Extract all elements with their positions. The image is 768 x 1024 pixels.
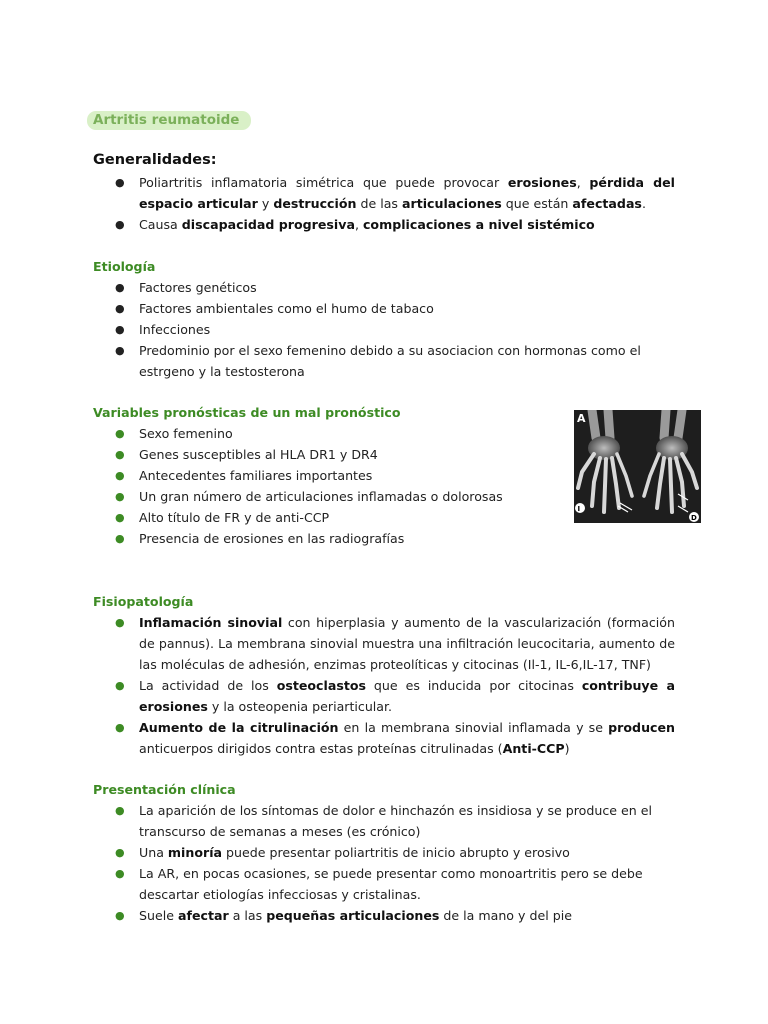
list-item [93, 507, 563, 528]
list-item [93, 340, 675, 382]
text-run: Predominio por el sexo femenino debido a su asociacion con hormonas como el estrgeno y la testosterona [139, 343, 641, 379]
text-run: Alto título de FR y de anti-CCP [139, 510, 330, 525]
bold-text: discapacidad progresiva [181, 217, 355, 232]
text-run: con hiperplasia y aumento de la vascularización (formación de pannus). La membrana sinovial muestra una infiltración leucocitaria, aumento de las moléculas de adhesión, enzimas proteolíticas y citocinas (Il-1, IL-6,IL-17, TNF) [139, 615, 675, 672]
section-presentacion [93, 779, 675, 926]
bold-text: erosiones [507, 175, 577, 190]
text-run: Presencia de erosiones en las radiografías [139, 531, 405, 546]
list-item [93, 528, 563, 549]
text-run: en la membrana sinovial inflamada y se [338, 720, 609, 735]
list-item [93, 486, 563, 507]
list-item [93, 444, 563, 465]
bullet-icon: ● [115, 281, 125, 294]
text-run: que es inducida por citocinas [366, 678, 582, 693]
text-run: Poliartritis inflamatoria simétrica que puede provocar [139, 175, 508, 190]
xray-right-label: D [691, 514, 697, 522]
bullet-icon: ● [115, 511, 125, 524]
list-item [93, 298, 675, 319]
list-variables [93, 423, 563, 549]
heading-fisiopatologia: Fisiopatología [93, 594, 194, 609]
heading-variables: Variables pronósticas de un mal pronóstico [93, 405, 401, 420]
text-run: Un gran número de articulaciones inflamadas o dolorosas [139, 489, 503, 504]
list-item [93, 612, 675, 675]
bold-text: afectar [177, 908, 229, 923]
list-item [93, 465, 563, 486]
text-run: . [641, 196, 646, 211]
list-item [93, 214, 675, 235]
text-run: , [354, 217, 363, 232]
text-run: Factores ambientales como el humo de tabaco [139, 301, 434, 316]
bold-text: minoría [167, 845, 223, 860]
document-title: Artritis reumatoide [87, 111, 251, 130]
section-etiologia [93, 256, 675, 382]
text-run: La actividad de los [139, 678, 277, 693]
bullet-icon: ● [115, 344, 125, 357]
text-run: de la mano y del pie [439, 908, 572, 923]
xray-left-label: I [577, 505, 581, 513]
bullet-icon: ● [115, 532, 125, 545]
text-run: de las [356, 196, 402, 211]
bullet-icon: ● [115, 176, 125, 189]
bold-text: articulaciones [402, 196, 502, 211]
bullet-icon: ● [115, 846, 125, 859]
heading-etiologia: Etiología [93, 259, 156, 274]
bold-text: Inflamación sinovial [139, 615, 283, 630]
bullet-icon: ● [115, 490, 125, 503]
bold-text: contribuye a erosiones [139, 678, 675, 714]
bullet-icon: ● [115, 679, 125, 692]
list-presentacion [93, 800, 675, 926]
text-run: anticuerpos dirigidos contra estas proteínas citrulinadas ( [139, 741, 503, 756]
bold-text: complicaciones a nivel sistémico [362, 217, 595, 232]
list-item [93, 319, 675, 340]
list-item [93, 717, 675, 759]
text-run: , [576, 175, 590, 190]
bullet-icon: ● [115, 427, 125, 440]
bold-text: pequeñas articulaciones [266, 908, 440, 923]
bold-text: producen [608, 720, 676, 735]
hand-xray-drawing [574, 410, 701, 523]
text-run: Antecedentes familiares importantes [139, 468, 373, 483]
title-wrap [87, 109, 251, 130]
text-run: Causa [139, 217, 182, 232]
text-run: que están [501, 196, 573, 211]
section-generalidades [93, 150, 675, 235]
text-run: Genes susceptibles al HLA DR1 y DR4 [139, 447, 378, 462]
heading-presentacion: Presentación clínica [93, 782, 236, 797]
bullet-icon: ● [115, 804, 125, 817]
section-fisiopatologia [93, 591, 675, 759]
list-etiologia [93, 277, 675, 382]
bullet-icon: ● [115, 909, 125, 922]
bold-text: afectadas [572, 196, 642, 211]
bold-text: osteoclastos [276, 678, 366, 693]
text-run: Suele [139, 908, 178, 923]
heading-generalidades: Generalidades: [93, 152, 217, 168]
bullet-icon: ● [115, 218, 125, 231]
text-run: y [257, 196, 274, 211]
bullet-icon: ● [115, 302, 125, 315]
text-run: a las [228, 908, 267, 923]
text-run: Factores genéticos [139, 280, 257, 295]
list-item [93, 277, 675, 298]
text-run: Sexo femenino [139, 426, 233, 441]
list-item [93, 842, 675, 863]
bullet-icon: ● [115, 323, 125, 336]
text-run: La AR, en pocas ocasiones, se puede presentar como monoartritis pero se debe descartar etiologías infecciosas y cristalinas. [139, 866, 643, 902]
text-run: Una [139, 845, 168, 860]
bold-text: pérdida del espacio articular [139, 175, 675, 211]
hand-xray-image [574, 410, 701, 523]
text-run: puede presentar poliartritis de inicio abrupto y erosivo [222, 845, 570, 860]
list-fisiopatologia [93, 612, 675, 759]
list-generalidades [93, 172, 675, 235]
bold-text: Anti-CCP [502, 741, 565, 756]
bullet-icon: ● [115, 448, 125, 461]
list-item [93, 172, 675, 214]
xray-corner-label: A [577, 412, 586, 425]
bullet-icon: ● [115, 867, 125, 880]
text-run: ) [564, 741, 570, 756]
text-run: La aparición de los síntomas de dolor e hinchazón es insidiosa y se produce en el transcurso de semanas a meses (es crónico) [139, 803, 653, 839]
list-item [93, 423, 563, 444]
bullet-icon: ● [115, 469, 125, 482]
list-item [93, 863, 675, 905]
text-run: Infecciones [139, 322, 211, 337]
list-item [93, 800, 675, 842]
text-run: y la osteopenia periarticular. [207, 699, 393, 714]
bullet-icon: ● [115, 721, 125, 734]
list-item [93, 905, 675, 926]
bold-text: destrucción [273, 196, 357, 211]
list-item [93, 675, 675, 717]
bold-text: Aumento de la citrulinación [139, 720, 339, 735]
bullet-icon: ● [115, 616, 125, 629]
